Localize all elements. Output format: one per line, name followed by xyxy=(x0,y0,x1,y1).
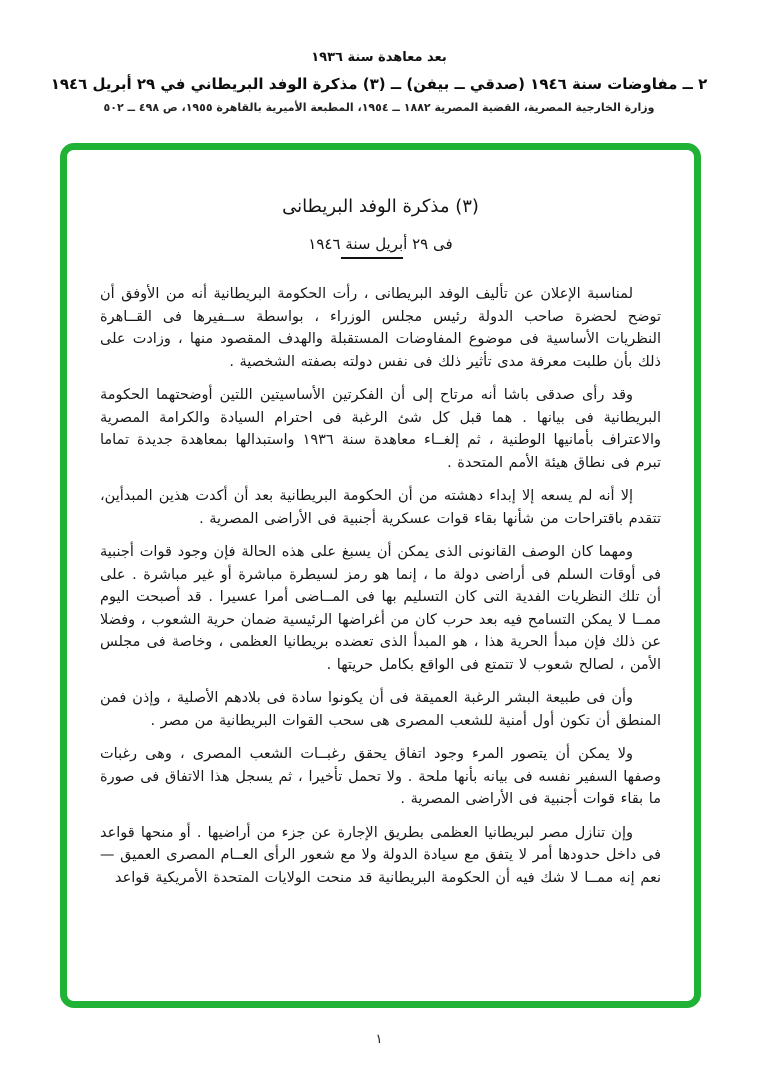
paragraph: ومهما كان الوصف القانونى الذى يمكن أن يسبغ على هذه الحالة فإن وجود قوات أجنبية فى أوقات السلم فى أراضى دولة ما ، إنما هو رمز لسيطرة مباشرة أو غير مباشرة . على أن تلك النظريات الفدية التى كان التسليم بها فى المــاضى أمرا عسيرا . قد أصبحت اليوم ممــا لا يمكن التسامح فيه بعد حرب كان من أغراضها الرئيسية ضمان حرية الشعوب ، وفضلا عن ذلك فإن مبدأ الحرية هذا ، هو المبدأ الذى تعضده بريطانيا العظمى ، وخاصة فى مجلس الأمن ، لصالح شعوب لا تتمتع فى الواقع بكامل حريتها . xyxy=(100,544,661,673)
page-number: ١ xyxy=(375,1032,383,1047)
memorandum-date xyxy=(67,235,694,259)
paragraph: لمناسبة الإعلان عن تأليف الوفد البريطانى ، رأت الحكومة البريطانية أنه من الأوفق أن توضح لحضرة صاحب الدولة رئيس مجلس الوزراء ، بواسطة ســفيرها فى القــاهرة النظريات الأساسية فى موضوع المفاوضات المستقبلة والهدف المقصود منها ، وزادت على ذلك بأن طلبت معرفة مدى تأثير ذلك فى نفس دولته بصفته الشخصية . xyxy=(100,286,661,370)
paragraph: إلا أنه لم يسعه إلا إبداء دهشته من أن الحكومة البريطانية بعد أن أكدت هذين المبدأين، تتقدم باقتراحات من شأنها بقاء قوات عسكرية أجنبية فى الأراضى المصرية . xyxy=(100,488,661,527)
header-source-citation: وزارة الخارجية المصرية، القضية المصرية ١٨٨٢ ــ ١٩٥٤، المطبعة الأميرية بالقاهرة ١٩٥٥، ص ٤٩٨ ــ ٥٠٢ xyxy=(103,101,655,114)
memorandum-date-text: فى ٢٩ أبريل سنة ١٩٤٦ xyxy=(308,235,453,253)
header-document-title: ٢ ــ مفاوضات سنة ١٩٤٦ (صدقي ــ بيفن) ــ (٣) مذكرة الوفد البريطاني في ٢٩ أبريل ١٩٤٦ xyxy=(50,75,708,93)
header-series-title: بعد معاهدة سنة ١٩٣٦ xyxy=(311,50,447,65)
document-paragraphs xyxy=(100,283,661,889)
paragraph: ولا يمكن أن يتصور المرء وجود اتفاق يحقق رغبــات الشعب المصرى ، وهى رغبات وصفها السفير نفسه فى بيانه بأنها ملحة . ولا تحمل تأخيرا ، ثم يسجل هذا الاتفاق فى صورة ما بقاء قوات أجنبية فى الأراضى المصرية . xyxy=(100,746,661,807)
memorandum-title: (٣) مذكرة الوفد البريطانى xyxy=(282,196,479,217)
paragraph: وأن فى طبيعة البشر الرغبة العميقة فى أن يكونوا سادة فى بلادهم الأصلية ، وإذن فمن المنطق أن تكون أول أمنية للشعب المصرى هى سحب القوات البريطانية من مصر . xyxy=(100,690,661,729)
paragraph: وإن تنازل مصر لبريطانيا العظمى بطريق الإجارة عن جزء من أراضيها . أو منحها قواعد فى داخل حدودها أمر لا يتفق مع سيادة الدولة ولا مع شعور الرأى العــام المصرى العميق — نعم إنه ممــا لا شك فيه أن الحكومة البريطانية قد منحت الولايات المتحدة الأمريكية قواعد xyxy=(100,824,661,886)
reference-header xyxy=(0,50,758,114)
date-underline-rule xyxy=(341,257,403,259)
paragraph: وقد رأى صدقى باشا أنه مرتاح إلى أن الفكرتين الأساسيتين اللتين أوضحتهما الحكومة البريطانية فى بيانها . هما قبل كل شئ الرغبة فى احترام السيادة والكرامة المصرية والاعتراف بأمانيها الوطنية ، ثم إلغــاء معاهدة سنة ١٩٣٦ واستبدالها بمعاهدة جديدة تماما تبرم فى نطاق هيئة الأمم المتحدة . xyxy=(100,387,661,471)
memorandum-content xyxy=(67,150,694,900)
